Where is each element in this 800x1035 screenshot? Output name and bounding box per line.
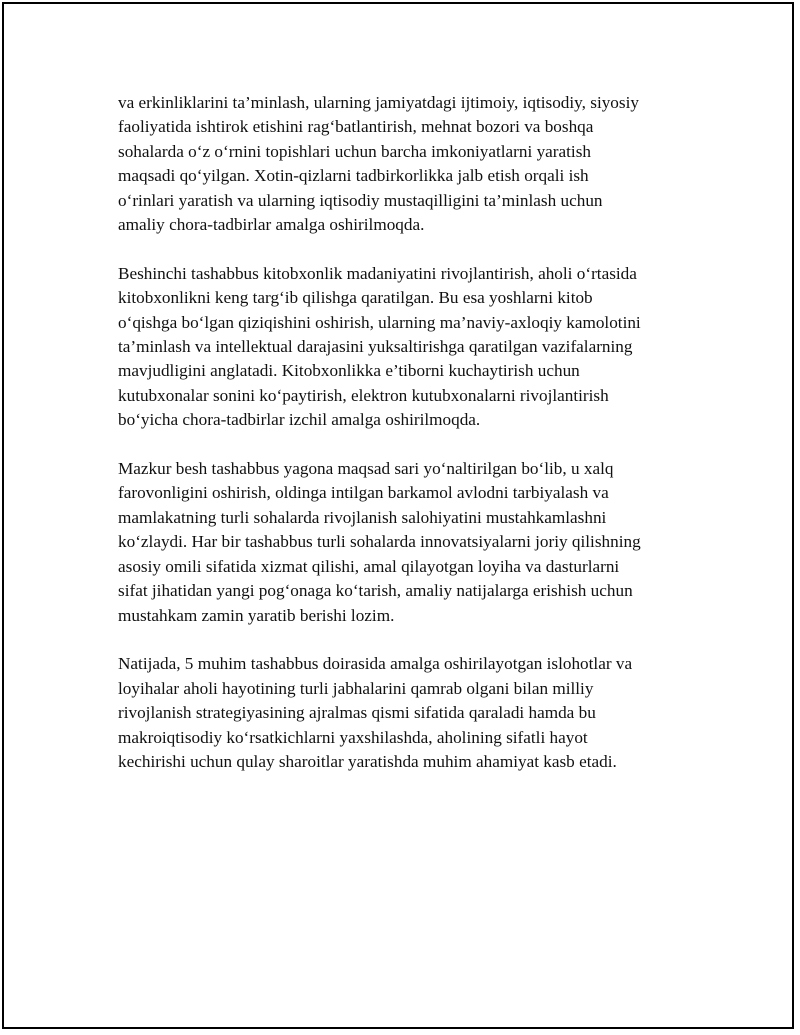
text-line: amaliy chora-tadbirlar amalga oshirilmoqda. — [118, 215, 425, 235]
text-line: kitobxonlikni keng targ‘ib qilishga qaratilgan. Bu esa yoshlarni kitob — [118, 288, 593, 308]
text-line: Natijada, 5 muhim tashabbus doirasida amalga oshirilayotgan islohotlar va — [118, 654, 633, 674]
text-line: mustahkam zamin yaratib berishi lozim. — [118, 605, 395, 625]
text-line: ta’minlash va intellektual darajasini yuksaltirishga qaratilgan vazifalarning — [118, 337, 633, 357]
text-line: asosiy omili sifatida xizmat qilishi, amal qilayotgan loyiha va dasturlarni — [118, 556, 620, 576]
text-line: kechirishi uchun qulay sharoitlar yaratishda muhim ahamiyat kasb etadi. — [118, 751, 617, 771]
text-line: mavjudligini anglatadi. Kitobxonlikka e’tiborni kuchaytirish uchun — [118, 361, 580, 381]
text-line: o‘qishga bo‘lgan qiziqishini oshirish, ularning ma’naviy-axloqiy kamolotini — [118, 312, 641, 332]
text-line: sifat jihatidan yangi pog‘onaga ko‘tarish, amaliy natijalarga erishish uchun — [118, 581, 633, 601]
text-line: sohalarda o‘z o‘rnini topishlari uchun barcha imkoniyatlarni yaratish — [118, 141, 591, 161]
text-line: farovonligini oshirish, oldinga intilgan barkamol avlodni tarbiyalash va — [118, 483, 609, 503]
paragraph-4 — [118, 652, 698, 774]
text-line: va erkinliklarini ta’minlash, ularning jamiyatdagi ijtimoiy, iqtisodiy, siyosiy — [118, 93, 639, 112]
text-line: makroiqtisodiy ko‘rsatkichlarni yaxshilashda, aholining sifatli hayot — [118, 727, 588, 747]
text-line: loyihalar aholi hayotining turli jabhalarini qamrab olgani bilan milliy — [118, 678, 594, 698]
document-body — [118, 91, 698, 799]
paragraph-3 — [118, 457, 698, 628]
text-line: o‘rinlari yaratish va ularning iqtisodiy mustaqilligini ta’minlash uchun — [118, 190, 603, 210]
text-line: rivojlanish strategiyasining ajralmas qismi sifatida qaraladi hamda bu — [118, 703, 596, 723]
text-line: bo‘yicha chora-tadbirlar izchil amalga oshirilmoqda. — [118, 410, 481, 430]
text-line: Mazkur besh tashabbus yagona maqsad sari yo‘naltirilgan bo‘lib, u xalq — [118, 459, 614, 479]
text-line: faoliyatida ishtirok etishini rag‘batlantirish, mehnat bozori va boshqa — [118, 117, 594, 137]
text-line: Beshinchi tashabbus kitobxonlik madaniyatini rivojlantirish, aholi o‘rtasida — [118, 263, 637, 283]
text-line: ko‘zlaydi. Har bir tashabbus turli sohalarda innovatsiyalarni joriy qilishning — [118, 532, 641, 552]
text-line: mamlakatning turli sohalarda rivojlanish salohiyatini mustahkamlashni — [118, 507, 607, 527]
text-line: maqsadi qo‘yilgan. Xotin-qizlarni tadbirkorlikka jalb etish orqali ish — [118, 166, 589, 186]
paragraph-2 — [118, 262, 698, 433]
paragraph-1 — [118, 91, 698, 237]
text-line: kutubxonalar sonini ko‘paytirish, elektron kutubxonalarni rivojlantirish — [118, 385, 609, 405]
